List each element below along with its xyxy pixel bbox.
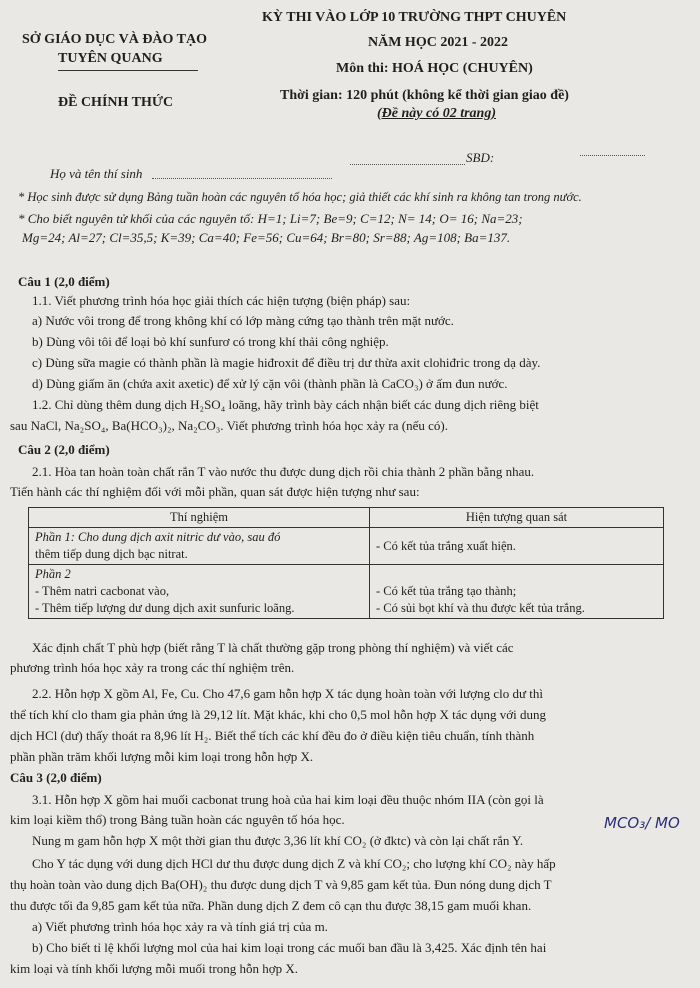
table-header-observation: Hiện tượng quan sát bbox=[370, 508, 664, 528]
part2-heading: Phần 2 bbox=[35, 567, 71, 581]
q1-item-a: a) Nước vôi trong để trong không khí có lớp màng cứng tạo thành trên mặt nước. bbox=[32, 313, 454, 328]
table-header-experiment: Thí nghiệm bbox=[29, 508, 370, 528]
table-row bbox=[29, 528, 664, 565]
school-year: NĂM HỌC 2021 - 2022 bbox=[368, 35, 508, 50]
handwritten-note: MCO₃/ MO bbox=[604, 814, 680, 832]
q3-1-item-b: b) Cho biết tỉ lệ khối lượng mol của hai kim loại trong các muối ban đầu là 3,425. Xác định tên hai bbox=[32, 940, 547, 955]
q2-2-line2: thể tích khí clo tham gia phản ứng là 29,12 lít. Mặt khác, khi cho 0,5 mol hỗn hợp X tác dụng với dung bbox=[10, 707, 547, 722]
exam-time: Thời gian: 120 phút (không kể thời gian giao đề) bbox=[280, 88, 569, 103]
q3-1-line2: kim loại kiềm thổ) trong Bảng tuần hoàn các nguyên tố hóa học. bbox=[10, 812, 345, 827]
q3-1-item-b-cont: kim loại và tính khối lượng mỗi muối trong hỗn hợp X. bbox=[10, 961, 299, 976]
q3-1-line5: thụ hoàn toàn vào dung dịch Ba(OH)₂ thu được dung dịch T và 9,85 gam kết tủa. Đun nóng dung dịch T bbox=[10, 877, 552, 892]
part2-obs1: - Có kết tủa trắng tạo thành; bbox=[376, 584, 517, 598]
page-count: (Đề này có 02 trang) bbox=[377, 106, 496, 121]
q3-1-item-a: a) Viết phương trình hóa học xảy ra và tính giá trị của m. bbox=[32, 919, 328, 934]
q1-2-prompt: 1.2. Chỉ dùng thêm dung dịch H₂SO₄ loãng, hãy trình bày cách nhận biết các dung dịch riêng biệt bbox=[32, 397, 539, 412]
official-label: ĐỀ CHÍNH THỨC bbox=[58, 95, 174, 110]
candidate-name-line bbox=[152, 178, 332, 179]
note-atomic-masses-cont: Mg=24; Al=27; Cl=35,5; K=39; Ca=40; Fe=56; Cu=64; Br=80; Sr=88; Ag=108; Ba=137. bbox=[22, 230, 511, 245]
q2-2-line4: phần phần trăm khối lượng mỗi kim loại trong hỗn hợp X. bbox=[10, 749, 314, 764]
q2-1-task-cont: phương trình hóa học xảy ra trong các thí nghiệm trên. bbox=[10, 660, 295, 675]
q2-1-prompt-cont: Tiến hành các thí nghiệm đối với mỗi phần, quan sát được hiện tượng như sau: bbox=[10, 484, 420, 499]
sbd-line bbox=[580, 155, 645, 156]
subject: Môn thi: HOÁ HỌC (CHUYÊN) bbox=[336, 61, 533, 76]
sbd-label: SBD: bbox=[466, 150, 495, 165]
part2-obs2: - Có sủi bọt khí và thu được kết tủa trắng. bbox=[376, 601, 585, 615]
note-atomic-masses: * Cho biết nguyên tử khối của các nguyên tố: H=1; Li=7; Be=9; C=12; N= 14; O= 16; Na=23; bbox=[18, 211, 523, 226]
part2-step1: - Thêm natri cacbonat vào, bbox=[35, 584, 170, 598]
q3-1-line3: Nung m gam hỗn hợp X một thời gian thu được 3,36 lít khí CO₂ (ở đktc) và còn lại chất rắn Y. bbox=[32, 833, 524, 848]
q3-1-line4: Cho Y tác dụng với dung dịch HCl dư thu được dung dịch Z và khí CO₂; cho lượng khí CO₂ này hấp bbox=[32, 856, 556, 871]
q1-item-c: c) Dùng sữa magie có thành phần là magie hiđroxit để điều trị dư thừa axit clohiđric trong dạ dày. bbox=[32, 355, 541, 370]
table-header-row bbox=[29, 508, 664, 528]
province-name: TUYÊN QUANG bbox=[58, 51, 163, 66]
table-row bbox=[29, 565, 664, 619]
q1-title: Câu 1 (2,0 điểm) bbox=[18, 274, 110, 289]
table-cell-experiment-1 bbox=[29, 528, 370, 565]
q1-item-b: b) Dùng vôi tôi để loại bỏ khí sunfurơ có trong khí thải công nghiệp. bbox=[32, 334, 389, 349]
note-periodic-table: * Học sinh được sử dụng Bảng tuần hoàn các nguyên tố hóa học; giả thiết các khí sinh ra không tan trong nước. bbox=[18, 190, 582, 204]
q2-2-prompt: 2.2. Hỗn hợp X gồm Al, Fe, Cu. Cho 47,6 gam hỗn hợp X tác dụng hoàn toàn với lượng clo dư thì bbox=[32, 686, 544, 701]
department-name: SỞ GIÁO DỤC VÀ ĐÀO TẠO bbox=[22, 32, 208, 47]
candidate-name-label: Họ và tên thí sinh bbox=[50, 166, 143, 181]
q3-1-prompt: 3.1. Hỗn hợp X gồm hai muối cacbonat trung hoà của hai kim loại đều thuộc nhóm IIA (còn gọi là bbox=[32, 792, 544, 807]
table-cell-observation-2 bbox=[370, 565, 664, 619]
sbd-leading-dots bbox=[350, 164, 465, 165]
part1-text-a: Phần 1: Cho dung dịch axit nitric dư vào, sau đó bbox=[35, 530, 281, 544]
table-cell-observation-1: - Có kết tủa trắng xuất hiện. bbox=[370, 528, 664, 565]
q2-title: Câu 2 (2,0 điểm) bbox=[18, 442, 110, 457]
q1-1-prompt: 1.1. Viết phương trình hóa học giải thích các hiện tượng (biện pháp) sau: bbox=[32, 293, 411, 308]
q3-title: Câu 3 (2,0 điểm) bbox=[10, 770, 102, 785]
header-underline bbox=[58, 70, 198, 71]
q1-2-prompt-cont: sau NaCl, Na₂SO₄, Ba(HCO₃)₂, Na₂CO₃. Viết phương trình hóa học xảy ra (nếu có). bbox=[10, 418, 448, 433]
table-cell-experiment-2 bbox=[29, 565, 370, 619]
q2-1-task: Xác định chất T phù hợp (biết rằng T là chất thường gặp trong phòng thí nghiệm) và viết các bbox=[32, 640, 514, 655]
part1-text-b: thêm tiếp dung dịch bạc nitrat. bbox=[35, 547, 188, 561]
q1-item-d: d) Dùng giấm ăn (chứa axit axetic) để xử lý cặn vôi (thành phần là CaCO₃) ở ấm đun nước. bbox=[32, 376, 508, 391]
q3-1-line6: thu được tối đa 9,85 gam kết tủa nữa. Phần dung dịch Z đem cô cạn thu được 38,15 gam muối khan. bbox=[10, 898, 532, 913]
exam-title: KỲ THI VÀO LỚP 10 TRƯỜNG THPT CHUYÊN bbox=[262, 10, 567, 25]
q2-2-line3: dịch HCl (dư) thấy thoát ra 8,96 lít H₂. Biết thể tích các khí đều đo ở điều kiện tiêu chuẩn, tính thành bbox=[10, 728, 535, 743]
experiment-table bbox=[28, 507, 664, 619]
part2-step2: - Thêm tiếp lượng dư dung dịch axit sunfuric loãng. bbox=[35, 601, 295, 615]
q2-1-prompt: 2.1. Hòa tan hoàn toàn chất rắn T vào nước thu được dung dịch rồi chia thành 2 phần bằng nhau. bbox=[32, 464, 535, 479]
